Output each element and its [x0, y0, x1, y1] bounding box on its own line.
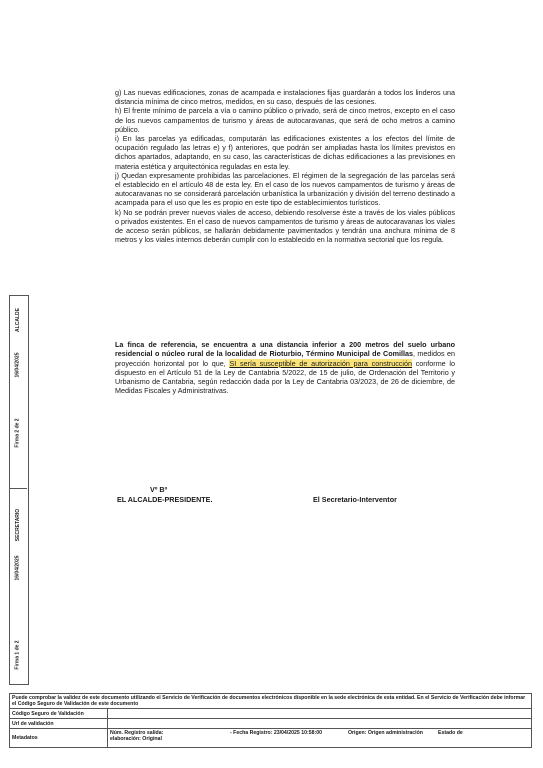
metadata-fecha: - Fecha Registro: 23/04/2025 10:58:00 — [230, 730, 322, 736]
reference-paragraph — [115, 340, 455, 396]
paragraph-i: i) En las parcelas ya edificadas, computarán las edificaciones existentes a los efectos del límite de ocupación regulado las letras e) y f) anteriores, que podrán ser ampliadas hasta los límites previstos en dichos apartados, adaptando, en su caso, las características de dichas edificaciones a las previsiones en materia estética y arquitectónica reguladas en esta ley. — [115, 134, 455, 171]
metadata-values — [108, 728, 531, 748]
secretario-signature: El Secretario-Interventor — [313, 495, 397, 504]
alcalde-signature: EL ALCALDE-PRESIDENTE. — [117, 495, 213, 504]
csv-label: Código Seguro de Validación — [10, 709, 108, 718]
regulation-list — [115, 88, 455, 244]
url-label: Url de validación — [10, 719, 108, 728]
reference-highlight: SI sería susceptible de autorización para construcción — [229, 358, 412, 368]
csv-row — [10, 708, 531, 718]
csv-value — [108, 709, 531, 718]
firma1-date: 16/04/2025 — [15, 555, 21, 581]
registro-label: Núm. Registro salida: — [110, 730, 164, 736]
url-value[interactable] — [108, 719, 531, 728]
strip-divider — [9, 488, 27, 489]
firma2-label: Firma 2 de 2 — [15, 418, 21, 448]
metadata-row — [10, 728, 531, 747]
visto-bueno: Vº Bº — [150, 485, 168, 494]
paragraph-k: k) No se podrán prever nuevos viales de acceso, debiendo resolverse éste a través de los viales públicos o privados existentes. En el caso de nuevos campamentos de turismo y áreas de autocaravanas los viales de acceso serán públicos, se hallarán debidamente pavimentados y tendrán una anchura mínima de 8 metros y los viales internos deberán cumplir con lo establecido en la normativa sectorial que los regula. — [115, 207, 455, 245]
reference-bold: La finca de referencia, se encuentra a una distancia inferior a 200 metros del suelo urbano residencial o núcleo rural de la localidad de Rioturbio, Término Municipal de Comillas — [115, 340, 455, 359]
paragraph-h: h) El frente mínimo de parcela a vía o camino público o privado, será de cinco metros, excepto en el caso de los nuevos campamentos de turismo y áreas de autocaravanas, que será de ocho metros a camino público. — [115, 106, 455, 134]
elaboracion-label: elaboración: Original — [110, 736, 162, 742]
paragraph-g: g) Las nuevas edificaciones, zonas de acampada e instalaciones fijas guardarán a todos los linderos una distancia mínima de cinco metros, medidos, en su caso, después de las cesiones. — [115, 88, 455, 107]
reference-mid: , medidos en proyección horizontal por lo que, — [115, 349, 455, 368]
firma2-role: ALCALDE — [15, 308, 22, 332]
paragraph-j: j) Quedan expresamente prohibidas las parcelaciones. El régimen de la segregación de las parcelas será el establecido en el artículo 48 de esta ley. En el caso de los nuevos campamentos de turismo y áreas de autocaravanas no se considerará parcelación urbanística la urbanización y división del terreno destinado a acampada para el uso que les es propio en este tipo de establecimientos turísticos. — [115, 170, 455, 208]
metadata-registro — [110, 730, 230, 742]
verification-footer — [9, 693, 532, 748]
firma1-label: Firma 1 de 2 — [15, 640, 21, 670]
firma2-date: 16/04/2025 — [15, 352, 21, 378]
reference-end: conforme lo dispuesto en el Artículo 51 de la Ley de Cantabria 5/2022, de 15 de julio, de Ordenación del Territorio y Urbanismo de Cantabria, según redacción dada por la Ley de Cantabria 03/2023, de 26 de diciembre, de Medidas Fiscales y Administrativas. — [115, 358, 455, 396]
verification-notice: Puede comprobar la validez de este documento utilizando el Servicio de Verificación de documentos electrónicos disponible en la sede electrónica de esta entidad. En el Servicio de Verificación debe informar el Código Seguro de Validación de este documento — [12, 695, 526, 707]
firma1-role: SECRETARIO — [15, 508, 22, 542]
url-row — [10, 718, 531, 728]
metadata-estado: Estado de — [438, 730, 463, 736]
metadata-label: Metadatos — [10, 729, 108, 747]
metadata-origen: Origen: Origen administración — [348, 730, 423, 736]
